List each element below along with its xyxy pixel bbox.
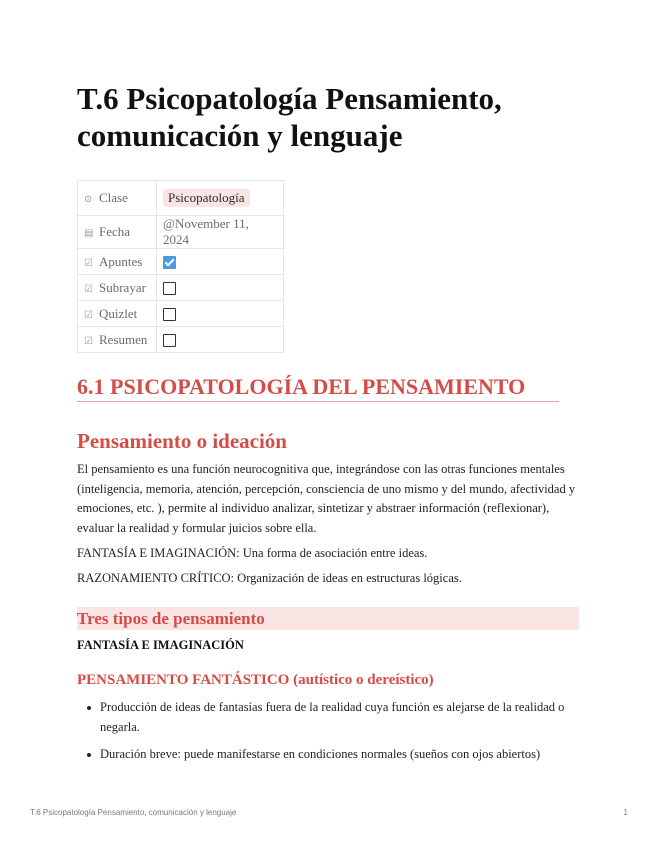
bold-label: FANTASÍA E IMAGINACIÓN <box>77 638 244 652</box>
property-key-label: Clase <box>99 190 128 205</box>
list-item-text: Producción de ideas de fantasías fuera de la realidad cuya función es alejarse de la realidad o negarla. <box>100 700 565 734</box>
section-heading: 6.1 PSICOPATOLOGÍA DEL PENSAMIENTO <box>77 373 559 402</box>
property-row-quizlet <box>78 301 284 327</box>
paragraph: FANTASÍA E IMAGINACIÓN: Una forma de asociación entre ideas. <box>77 546 428 560</box>
checkbox-prop-icon: ☑ <box>84 283 93 295</box>
checkbox-prop-icon: ☑ <box>84 257 93 269</box>
property-key-label: Apuntes <box>99 253 143 269</box>
property-key <box>78 275 157 301</box>
property-key-label: Fecha <box>99 224 131 239</box>
bullet-list <box>77 698 579 773</box>
property-value <box>157 249 284 275</box>
property-row-fecha <box>78 216 284 249</box>
page-number: 1 <box>623 808 628 817</box>
property-key <box>78 301 157 327</box>
property-key <box>78 181 157 216</box>
property-key-label: Subrayar <box>99 279 146 295</box>
clase-tag[interactable]: Psicopatología <box>163 189 250 207</box>
list-item-text: Duración breve: puede manifestarse en condiciones normales (sueños con ojos abiertos) <box>100 747 541 761</box>
page-footer <box>30 808 628 817</box>
page-title: T.6 Psicopatología Pensamiento, comunicación y lenguaje <box>77 81 502 153</box>
bullet-icon <box>87 753 91 757</box>
paragraph: El pensamiento es una función neurocognitiva que, integrándose con las otras funciones mentales (inteligencia, memoria, atención, percepción, consciencia de uno mismo y del mundo, afectividad y emociones, etc. ), permite al individuo analizar, sintetizar y abstraer información (reflexionar), evaluar la realidad y formular juicios sobre ella. <box>77 462 576 535</box>
property-key <box>78 327 157 353</box>
property-value <box>157 301 284 327</box>
property-key <box>78 249 157 275</box>
property-value <box>157 275 284 301</box>
list-item <box>77 698 579 737</box>
checkbox-prop-icon: ☑ <box>84 309 93 321</box>
paragraph: RAZONAMIENTO CRÍTICO: Organización de ideas en estructuras lógicas. <box>77 571 462 585</box>
property-value <box>157 327 284 353</box>
property-row-resumen <box>78 327 284 353</box>
subheading: Pensamiento o ideación <box>77 429 287 453</box>
property-row-clase <box>78 181 284 216</box>
resumen-checkbox[interactable] <box>163 334 176 347</box>
list-item <box>77 745 579 765</box>
property-row-subrayar <box>78 275 284 301</box>
properties-table <box>77 180 284 353</box>
highlight-heading: Tres tipos de pensamiento <box>77 607 579 630</box>
quizlet-checkbox[interactable] <box>163 308 176 321</box>
calendar-icon: ▤ <box>84 228 94 239</box>
property-value[interactable] <box>157 181 284 216</box>
target-icon: ⊙ <box>84 194 93 205</box>
property-key <box>78 216 157 249</box>
date-value[interactable]: @November 11, 2024 <box>157 216 284 249</box>
apuntes-checkbox[interactable] <box>163 256 176 269</box>
footer-title: T.6 Psicopatología Pensamiento, comunicación y lenguaje <box>30 808 237 817</box>
subrayar-checkbox[interactable] <box>163 282 176 295</box>
minor-heading: PENSAMIENTO FANTÁSTICO (autístico o dereístico) <box>77 672 434 688</box>
checkbox-prop-icon: ☑ <box>84 335 93 347</box>
bullet-icon <box>87 706 91 710</box>
property-key-label: Quizlet <box>99 305 138 321</box>
property-key-label: Resumen <box>99 331 148 347</box>
property-row-apuntes <box>78 249 284 275</box>
